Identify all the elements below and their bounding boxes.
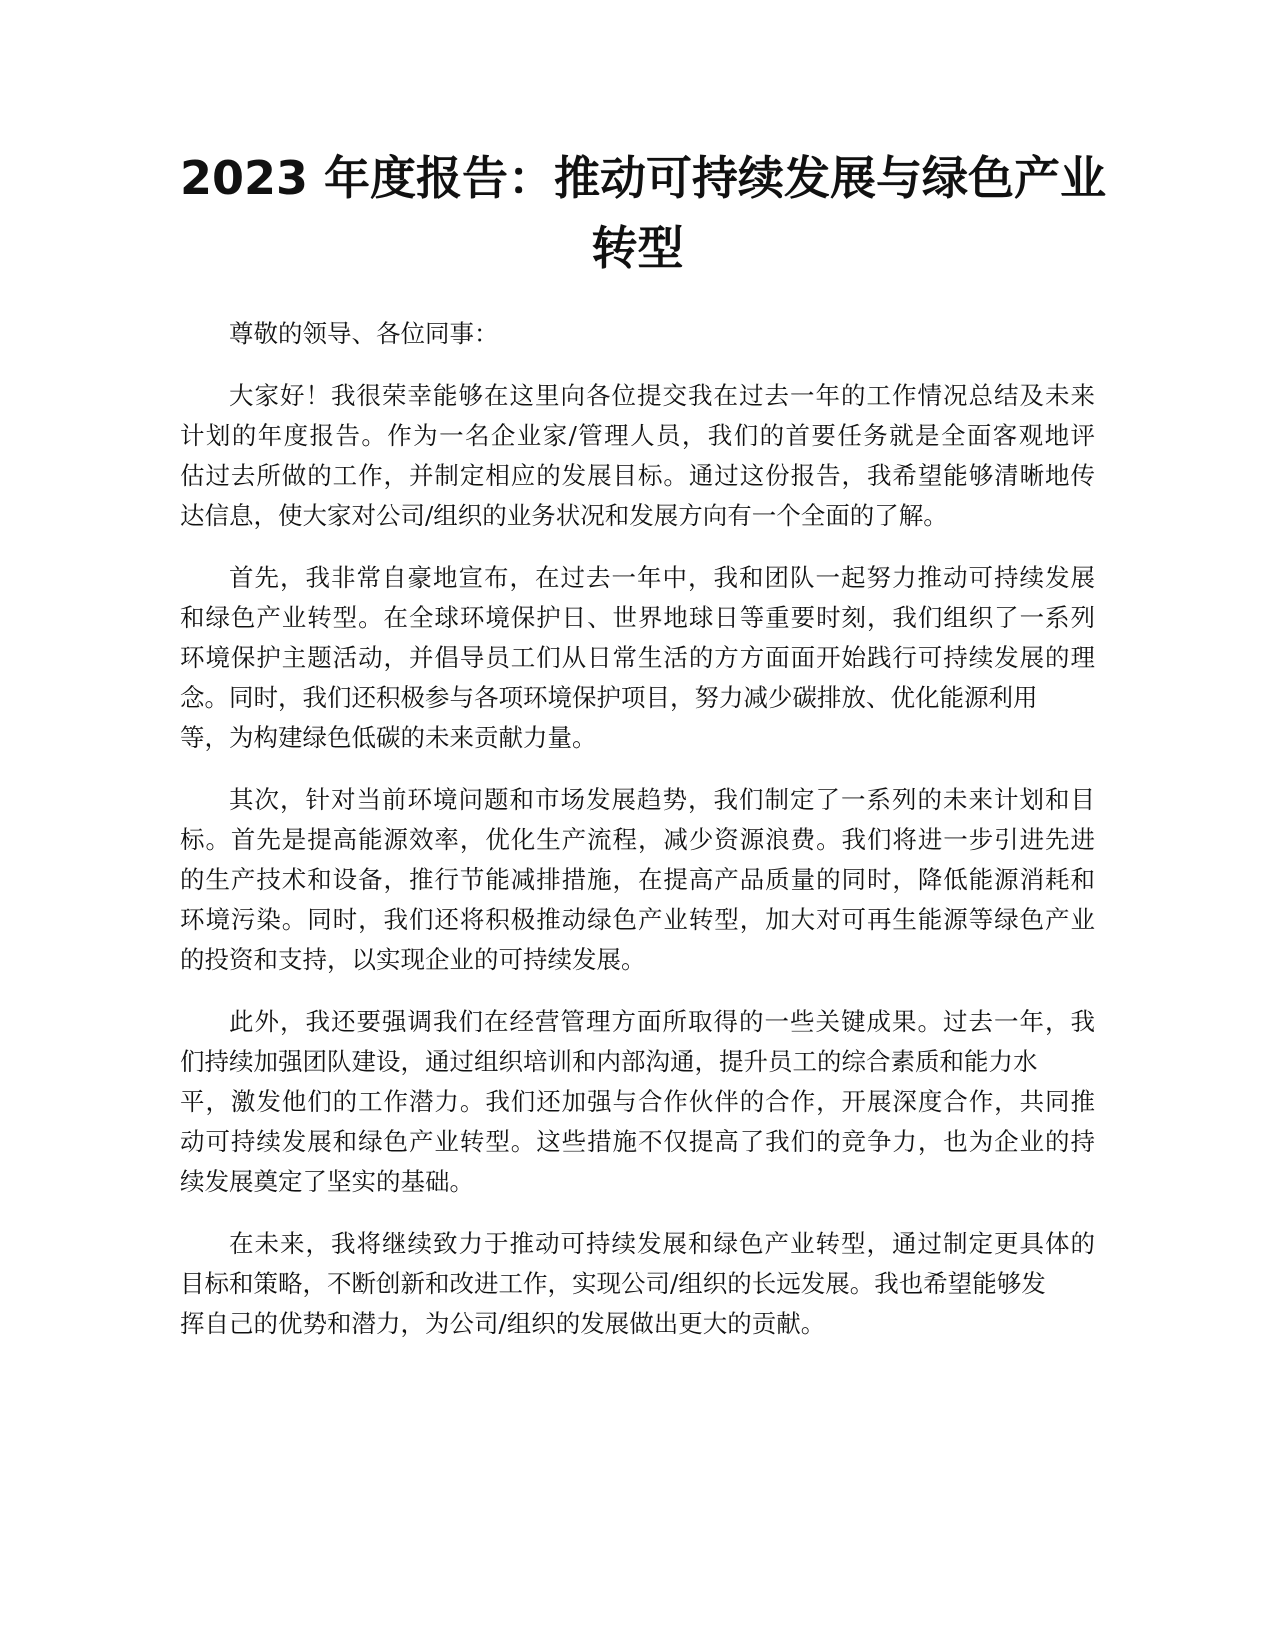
title-line: 转型 bbox=[591, 221, 684, 275]
salutation-paragraph bbox=[180, 314, 1095, 354]
paragraph-line: 大家好！我很荣幸能够在这里向各位提交我在过去一年的工作情况总结及未来 bbox=[229, 381, 1095, 410]
paragraph-line: 们持续加强团队建设，通过组织培训和内部沟通，提升员工的综合素质和能力水 bbox=[180, 1047, 1038, 1076]
paragraph-line: 环境保护主题活动，并倡导员工们从日常生活的方方面面开始践行可持续发展的理 bbox=[180, 643, 1095, 672]
paragraph-line: 动可持续发展和绿色产业转型。这些措施不仅提高了我们的竞争力，也为企业的持 bbox=[180, 1127, 1095, 1156]
paragraph-line: 的生产技术和设备，推行节能减排措施，在提高产品质量的同时，降低能源消耗和 bbox=[180, 865, 1095, 894]
paragraph-sustainability bbox=[180, 558, 1095, 758]
paragraph-line: 的投资和支持，以实现企业的可持续发展。 bbox=[180, 945, 646, 974]
paragraph-line: 续发展奠定了坚实的基础。 bbox=[180, 1167, 474, 1196]
paragraph-line: 和绿色产业转型。在全球环境保护日、世界地球日等重要时刻，我们组织了一系列 bbox=[180, 603, 1095, 632]
paragraph-line: 挥自己的优势和潜力，为公司/组织的发展做出更大的贡献。 bbox=[180, 1309, 826, 1338]
paragraph-line: 环境污染。同时，我们还将积极推动绿色产业转型，加大对可再生能源等绿色产业 bbox=[180, 905, 1095, 934]
salutation: 尊敬的领导、各位同事： bbox=[229, 319, 499, 348]
paragraph-line: 其次，针对当前环境问题和市场发展趋势，我们制定了一系列的未来计划和目 bbox=[229, 785, 1095, 814]
paragraph-future bbox=[180, 1224, 1095, 1344]
title-line: 2023 年度报告：推动可持续发展与绿色产业 bbox=[180, 151, 1107, 205]
paragraph-line: 此外，我还要强调我们在经营管理方面所取得的一些关键成果。过去一年，我 bbox=[229, 1007, 1095, 1036]
paragraph-line: 平，激发他们的工作潜力。我们还加强与合作伙伴的合作，开展深度合作，共同推 bbox=[180, 1087, 1095, 1116]
paragraph-plans bbox=[180, 780, 1095, 980]
paragraph-management bbox=[180, 1002, 1095, 1202]
paragraph-line: 在未来，我将继续致力于推动可持续发展和绿色产业转型，通过制定更具体的 bbox=[229, 1229, 1095, 1258]
paragraph-line: 达信息，使大家对公司/组织的业务状况和发展方向有一个全面的了解。 bbox=[180, 501, 948, 530]
paragraph-line: 念。同时，我们还积极参与各项环境保护项目，努力减少碳排放、优化能源利用 bbox=[180, 683, 1038, 712]
paragraph-line: 首先，我非常自豪地宣布，在过去一年中，我和团队一起努力推动可持续发展 bbox=[229, 563, 1095, 592]
paragraph-line: 目标和策略，不断创新和改进工作，实现公司/组织的长远发展。我也希望能够发 bbox=[180, 1269, 1046, 1298]
document-title bbox=[180, 143, 1107, 283]
paragraph-greeting bbox=[180, 376, 1095, 536]
document-body bbox=[180, 314, 1095, 1366]
paragraph-line: 标。首先是提高能源效率，优化生产流程，减少资源浪费。我们将进一步引进先进 bbox=[180, 825, 1095, 854]
paragraph-line: 计划的年度报告。作为一名企业家/管理人员，我们的首要任务就是全面客观地评 bbox=[180, 421, 1095, 450]
paragraph-line: 等，为构建绿色低碳的未来贡献力量。 bbox=[180, 723, 597, 752]
paragraph-line: 估过去所做的工作，并制定相应的发展目标。通过这份报告，我希望能够清晰地传 bbox=[180, 461, 1095, 490]
